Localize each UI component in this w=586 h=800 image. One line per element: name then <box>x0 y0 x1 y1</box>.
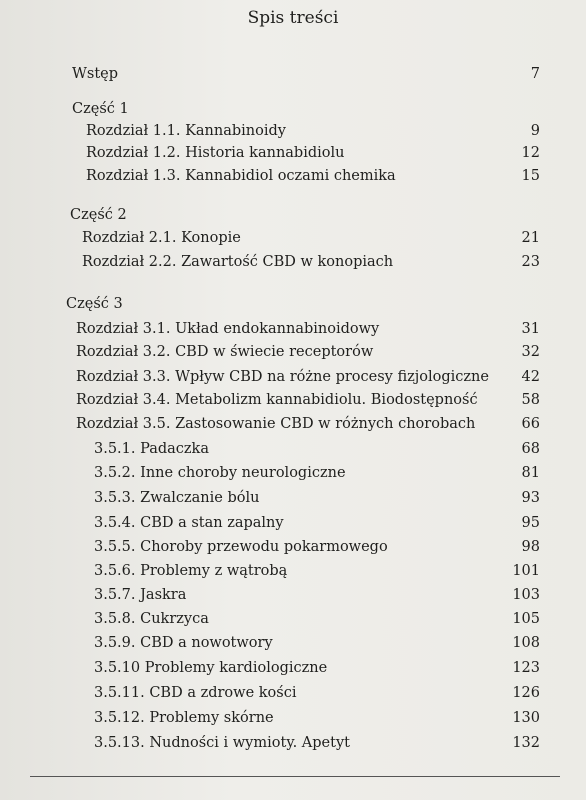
toc-subentry <box>0 735 586 757</box>
toc-entry-intro <box>0 66 586 88</box>
toc-entry-page: 68 <box>521 441 540 457</box>
toc-entry-label: 3.5.4. CBD a stan zapalny <box>94 515 284 531</box>
toc-entry <box>0 123 586 145</box>
toc-entry-label: Rozdział 1.2. Historia kannabidiolu <box>86 145 345 161</box>
toc-entry <box>0 254 586 276</box>
toc-entry-page: 123 <box>512 660 540 676</box>
toc-subentry <box>0 710 586 732</box>
toc-entry-page: 23 <box>521 254 540 270</box>
toc-entry-label: Wstęp <box>72 66 119 82</box>
toc-subentry <box>0 539 586 561</box>
part-heading: Część 1 <box>72 101 129 117</box>
toc-subentry <box>0 611 586 633</box>
part-heading: Część 2 <box>70 207 127 223</box>
toc-entry-page: 42 <box>521 369 540 385</box>
toc-entry-page: 93 <box>521 490 540 506</box>
toc-entry-page: 12 <box>521 145 540 161</box>
toc-entry-page: 66 <box>521 416 540 432</box>
part-heading: Część 3 <box>66 296 123 312</box>
toc-entry-page: 9 <box>530 123 540 139</box>
bottom-divider <box>30 776 560 777</box>
toc-entry-page: 132 <box>512 735 540 751</box>
toc-entry-label: Rozdział 2.2. Zawartość CBD w konopiach <box>82 254 394 270</box>
toc-entry-page: 58 <box>521 392 540 408</box>
toc-entry <box>0 230 586 252</box>
toc-subentry <box>0 563 586 585</box>
toc-entry-label: 3.5.9. CBD a nowotwory <box>94 635 273 651</box>
toc-entry-label: 3.5.6. Problemy z wątrobą <box>94 563 288 579</box>
toc-entry-page: 105 <box>512 611 540 627</box>
toc-subentry <box>0 660 586 682</box>
toc-subentry <box>0 490 586 512</box>
toc-entry-label: 3.5.2. Inne choroby neurologiczne <box>94 465 346 481</box>
toc-entry-label: Rozdział 3.2. CBD w świecie receptorów <box>76 344 374 360</box>
toc-entry-label: 3.5.13. Nudności i wymioty. Apetyt <box>94 735 350 751</box>
toc-subentry <box>0 635 586 657</box>
toc-entry-page: 32 <box>521 344 540 360</box>
toc-entry-label: 3.5.7. Jaskra <box>94 587 187 603</box>
toc-entry-label: 3.5.8. Cukrzyca <box>94 611 209 627</box>
toc-entry <box>0 344 586 366</box>
toc-entry-page: 126 <box>512 685 540 701</box>
toc-entry-page: 31 <box>521 321 540 337</box>
toc-entry <box>0 392 586 414</box>
toc-subentry <box>0 587 586 609</box>
toc-entry <box>0 416 586 438</box>
toc-subentry <box>0 685 586 707</box>
toc-subentry <box>0 465 586 487</box>
toc-entry-page: 101 <box>512 563 540 579</box>
toc-entry-page: 95 <box>521 515 540 531</box>
toc-entry-page: 98 <box>521 539 540 555</box>
toc-entry-page: 7 <box>530 66 540 82</box>
toc-entry-label: Rozdział 3.5. Zastosowanie CBD w różnych chorobach <box>76 416 476 432</box>
toc-entry <box>0 321 586 343</box>
toc-entry-label: 3.5.5. Choroby przewodu pokarmowego <box>94 539 388 555</box>
toc-entry-page: 108 <box>512 635 540 651</box>
toc-subentry <box>0 441 586 463</box>
toc-entry <box>0 145 586 167</box>
toc-entry-label: Rozdział 3.3. Wpływ CBD na różne procesy fizjologiczne <box>76 369 489 385</box>
toc-entry-label: Rozdział 3.4. Metabolizm kannabidiolu. Biodostępność <box>76 392 478 408</box>
toc-subentry <box>0 515 586 537</box>
page-title: Spis treści <box>247 8 339 28</box>
toc-entry-page: 15 <box>521 168 540 184</box>
toc-entry <box>0 369 586 391</box>
toc-entry-label: 3.5.10 Problemy kardiologiczne <box>94 660 328 676</box>
toc-entry-label: Rozdział 3.1. Układ endokannabinoidowy <box>76 321 380 337</box>
toc-entry-page: 81 <box>521 465 540 481</box>
toc-entry-label: Rozdział 1.1. Kannabinoidy <box>86 123 286 139</box>
toc-entry <box>0 168 586 190</box>
toc-entry-label: Rozdział 2.1. Konopie <box>82 230 241 246</box>
toc-entry-page: 103 <box>512 587 540 603</box>
toc-entry-label: 3.5.1. Padaczka <box>94 441 209 457</box>
toc-entry-page: 130 <box>512 710 540 726</box>
toc-entry-page: 21 <box>521 230 540 246</box>
toc-entry-label: Rozdział 1.3. Kannabidiol oczami chemika <box>86 168 396 184</box>
toc-entry-label: 3.5.11. CBD a zdrowe kości <box>94 685 297 701</box>
toc-entry-label: 3.5.3. Zwalczanie bólu <box>94 490 260 506</box>
toc-entry-label: 3.5.12. Problemy skórne <box>94 710 274 726</box>
